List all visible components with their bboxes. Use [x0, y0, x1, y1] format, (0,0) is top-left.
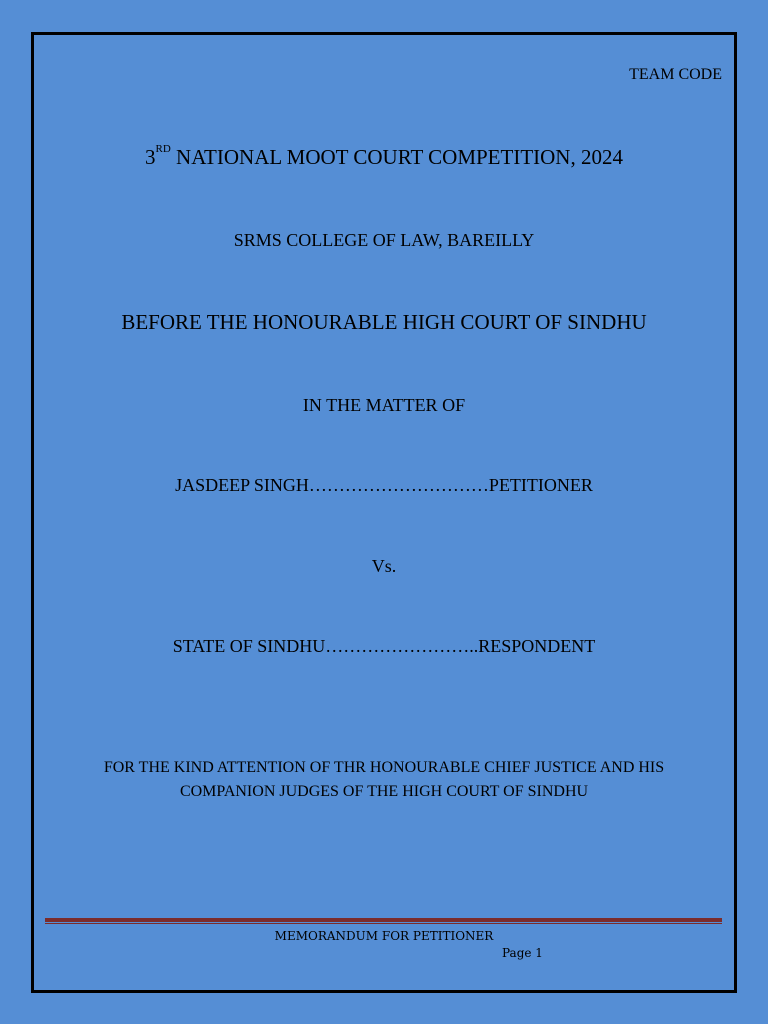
- college-name: SRMS COLLEGE OF LAW, BAREILLY: [233, 230, 535, 250]
- competition-ordinal-suffix: RD: [155, 143, 171, 155]
- competition-ordinal-number: 3: [145, 145, 156, 169]
- footer-memorandum-label: MEMORANDUM FOR PETITIONER: [274, 929, 494, 943]
- team-code-label: TEAM CODE: [629, 66, 722, 83]
- respondent-line: STATE OF SINDHU……………………..RESPONDENT: [172, 636, 596, 656]
- versus-label: Vs.: [371, 556, 397, 576]
- competition-title: [0, 145, 768, 170]
- page-border-frame: [31, 32, 737, 993]
- attention-paragraph: FOR THE KIND ATTENTION OF THR HONOURABLE CHIEF JUSTICE AND HIS COMPANION JUDGES OF THE HIGH COURT OF SINDHU: [103, 759, 665, 800]
- matter-heading: IN THE MATTER OF: [302, 395, 466, 415]
- footer-divider-thick: [45, 918, 722, 922]
- page-number: Page 1: [502, 946, 543, 960]
- competition-name: NATIONAL MOOT COURT COMPETITION, 2024: [176, 145, 623, 169]
- petitioner-line: JASDEEP SINGH…………………………PETITIONER: [175, 475, 593, 495]
- footer-divider-thin: [45, 923, 722, 924]
- court-heading: BEFORE THE HONOURABLE HIGH COURT OF SINDHU: [121, 310, 647, 334]
